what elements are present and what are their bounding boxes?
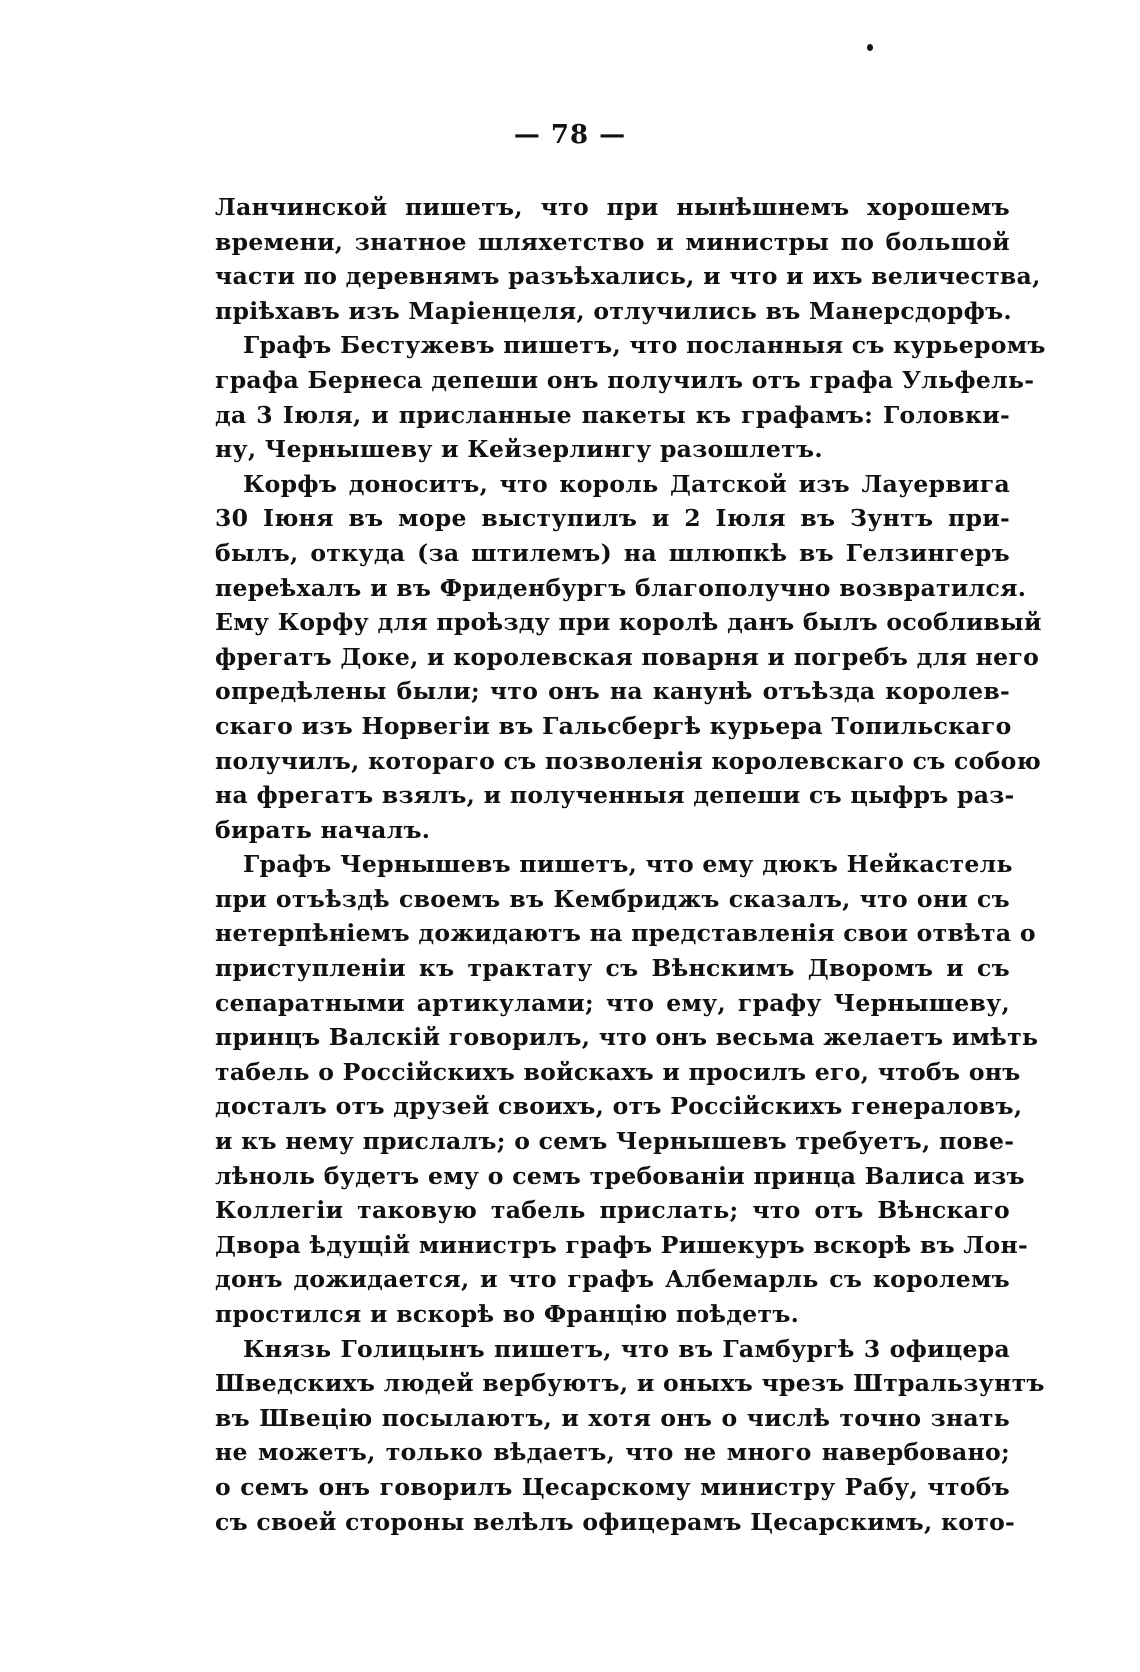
text-line: Шведскихъ людей вербуютъ, и оныхъ чрезъ Штральзунтъ — [215, 1369, 1045, 1398]
text-line: бирать началъ. — [215, 815, 431, 844]
text-line: Ланчинской пишетъ, что при нынѣшнемъ хорошемъ — [215, 193, 1010, 221]
text-line: да 3 Іюля, и присланные пакеты къ графамъ: Головки- — [215, 400, 1010, 429]
text-line: былъ, откуда (за штилемъ) на шлюпкѣ въ Гелзингеръ — [215, 538, 1010, 567]
text-line: Корфъ доноситъ, что король Датской изъ Лауервига — [243, 469, 1010, 498]
text-line: Коллегіи таковую табель прислать; что отъ Вѣнскаго — [215, 1196, 1010, 1225]
text-line: опредѣлены были; что онъ на канунѣ отъѣзда королев- — [215, 677, 1010, 706]
text-line: принцъ Валскій говорилъ, что онъ весьма желаетъ имѣть — [215, 1023, 1039, 1052]
text-line: переѣхалъ и въ Фриденбургъ благополучно возвратился. — [215, 573, 1027, 602]
text-line: скаго изъ Норвегіи въ Гальсбергѣ курьера Топильскаго — [215, 711, 1012, 740]
text-line: ну, Чернышеву и Кейзерлингу разошлетъ. — [215, 435, 823, 464]
text-line: о семъ онъ говорилъ Цесарскому министру Рабу, чтобъ — [215, 1472, 1010, 1501]
text-line: Графъ Чернышевъ пишетъ, что ему дюкъ Нейкастель — [243, 850, 1013, 879]
text-line: въ Швецію посылаютъ, и хотя онъ о числѣ точно знать — [215, 1403, 1010, 1432]
text-line: получилъ, котораго съ позволенія королевскаго съ собою — [215, 746, 1041, 775]
text-line: части по деревнямъ разъѣхались, и что и ихъ величества, — [215, 262, 1041, 291]
text-line: досталъ отъ друзей своихъ, отъ Россійскихъ генераловъ, — [215, 1092, 1023, 1121]
text-line: лѣноль будетъ ему о семъ требованіи принца Валиса изъ — [215, 1161, 1025, 1190]
text-line: простился и вскорѣ во Францію поѣдетъ. — [215, 1300, 800, 1328]
text-line: не можетъ, только вѣдаетъ, что не много навербовано; — [215, 1438, 1010, 1467]
text-line: и къ нему прислалъ; о семъ Чернышевъ требуетъ, пове- — [215, 1127, 1015, 1156]
page-number: — 78 — — [513, 120, 627, 150]
text-line: Двора ѣдущій министръ графъ Ришекуръ вскорѣ въ Лон- — [215, 1230, 1029, 1259]
text-line: времени, знатное шляхетство и министры по большой — [215, 227, 1010, 256]
text-line: донъ дожидается, и что графъ Албемарль съ королемъ — [215, 1265, 1010, 1294]
text-line: нетерпѣніемъ дожидаютъ на представленія свои отвѣта о — [215, 919, 1036, 948]
text-line: при отъѣздѣ своемъ въ Кембриджъ сказалъ, что они съ — [215, 884, 1010, 913]
text-line: съ своей стороны велѣлъ офицерамъ Цесарскимъ, кото- — [215, 1507, 1016, 1536]
text-line: на фрегатъ взялъ, и полученныя депеши съ цыфръ раз- — [215, 781, 1015, 810]
text-line: 30 Іюня въ море выступилъ и 2 Іюля въ Зунтъ при- — [215, 504, 1010, 533]
text-line: приступленіи къ трактату съ Вѣнскимъ Дворомъ и съ — [215, 954, 1010, 983]
ink-dot — [867, 44, 873, 51]
text-line: графа Бернеса депеши онъ получилъ отъ графа Ульфель- — [215, 365, 1035, 394]
text-line: пріѣхавъ изъ Маріенцеля, отлучились въ Манерсдорфъ. — [215, 296, 1012, 325]
text-line: Князь Голицынъ пишетъ, что въ Гамбургѣ 3 офицера — [243, 1334, 1010, 1363]
text-line: Графъ Бестужевъ пишетъ, что посланныя съ курьеромъ — [243, 331, 1046, 360]
text-line: фрегатъ Доке, и королевская поварня и погребъ для него — [215, 642, 1040, 671]
text-line: Ему Корфу для проѣзду при королѣ данъ былъ особливый — [215, 608, 1042, 637]
text-line: сепаратными артикулами; что ему, графу Чернышеву, — [215, 988, 1010, 1017]
body-text — [215, 190, 1046, 1539]
text-line: табель о Россійскихъ войскахъ и просилъ его, чтобъ онъ — [215, 1057, 1021, 1086]
